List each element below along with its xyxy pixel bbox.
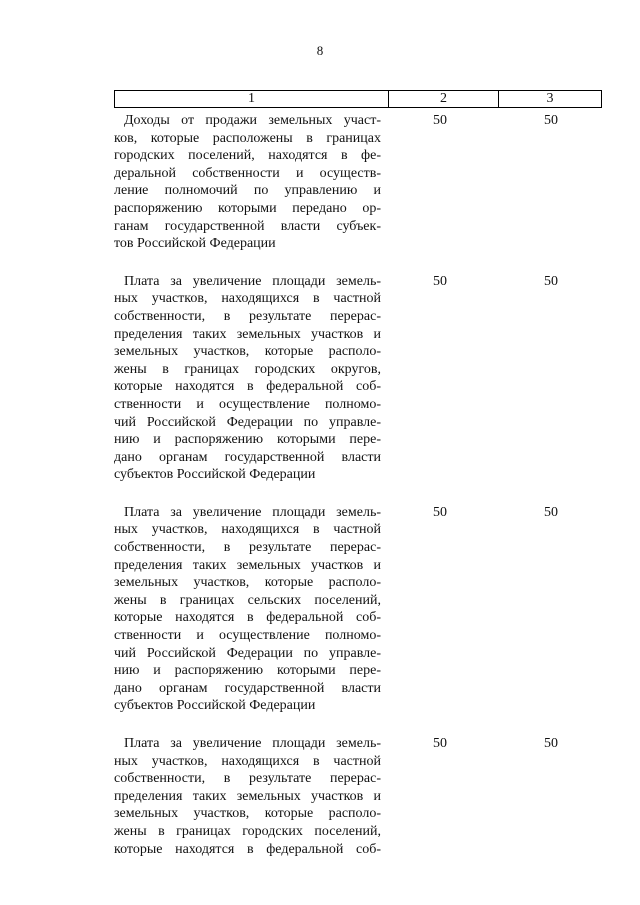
row-value-col-2: 50 <box>433 113 447 128</box>
description-line: ганам государственной власти субъек- <box>114 218 381 234</box>
description-line: собственности, в результате перерас- <box>114 308 381 324</box>
description-line: ственности и осуществление полномо- <box>114 628 381 644</box>
table-body <box>114 112 602 878</box>
description-line: тов Российской Федерации <box>114 236 276 252</box>
row-description <box>114 735 381 858</box>
description-line: которые находятся в федеральной соб- <box>114 841 381 857</box>
description-line: ных участков, находящихся в частной <box>114 753 381 769</box>
table-row <box>114 273 602 484</box>
description-line: ков, которые расположены в границах <box>114 130 381 146</box>
description-line: земельных участков, которые располо- <box>114 344 381 360</box>
description-line: собственности, в результате перерас- <box>114 771 381 787</box>
description-line: собственности, в результате перерас- <box>114 540 381 556</box>
description-line: распоряжению которыми передано ор- <box>114 200 381 216</box>
description-line: ление полномочий по управлению и <box>114 183 381 199</box>
description-line: жены в границах городских округов, <box>114 361 381 377</box>
description-line: дано органам государственной власти <box>114 449 381 465</box>
row-value-col-2: 50 <box>433 504 447 520</box>
row-description <box>114 273 381 484</box>
description-line: чий Российской Федерации по управле- <box>114 414 381 430</box>
row-value-col-3: 50 <box>544 113 558 128</box>
description-line: пределения таких земельных участков и <box>114 557 381 573</box>
description-line: нию и распоряжению которыми пере- <box>114 432 381 448</box>
description-line: субъектов Российской Федерации <box>114 698 316 714</box>
description-line: земельных участков, которые располо- <box>114 806 381 822</box>
description-line: Плата за увеличение площади земель- <box>124 504 381 520</box>
table-row <box>114 504 602 715</box>
description-line: ственности и осуществление полномо- <box>114 396 381 412</box>
description-line: которые находятся в федеральной соб- <box>114 379 381 395</box>
description-line: городских поселений, находятся в фе- <box>114 148 381 164</box>
page-number: 8 <box>316 43 324 58</box>
table-header-col-2: 2 <box>389 91 499 107</box>
description-line: деральной собственности и осуществ- <box>114 165 381 181</box>
row-value-col-3: 50 <box>544 504 558 520</box>
description-line: Плата за увеличение площади земель- <box>124 273 381 289</box>
row-value-col-2: 50 <box>433 273 447 289</box>
description-line: земельных участков, которые располо- <box>114 575 381 591</box>
description-line: которые находятся в федеральной соб- <box>114 610 381 626</box>
row-value-col-3: 50 <box>544 273 558 289</box>
description-line: пределения таких земельных участков и <box>114 788 381 804</box>
row-description <box>114 504 381 715</box>
description-line: пределения таких земельных участков и <box>114 326 381 342</box>
row-value-col-3: 50 <box>544 736 558 751</box>
table-header-col-3: 3 <box>546 91 554 106</box>
description-line: жены в границах сельских поселений, <box>114 592 381 608</box>
description-line: нию и распоряжению которыми пере- <box>114 663 381 679</box>
description-line: субъектов Российской Федерации <box>114 467 316 483</box>
description-line: ных участков, находящихся в частной <box>114 291 381 307</box>
description-line: дано органам государственной власти <box>114 680 381 696</box>
description-line: жены в границах городских поселений, <box>114 823 381 839</box>
description-line: ных участков, находящихся в частной <box>114 522 381 538</box>
row-description <box>114 112 381 253</box>
table-row <box>114 112 602 253</box>
table-header-col-1: 1 <box>115 91 389 107</box>
table-row <box>114 735 602 858</box>
description-line: Доходы от продажи земельных участ- <box>124 113 381 128</box>
description-line: чий Российской Федерации по управле- <box>114 645 381 661</box>
description-line: Плата за увеличение площади земель- <box>124 736 381 751</box>
table-header-row <box>114 90 602 108</box>
row-value-col-2: 50 <box>433 736 447 751</box>
